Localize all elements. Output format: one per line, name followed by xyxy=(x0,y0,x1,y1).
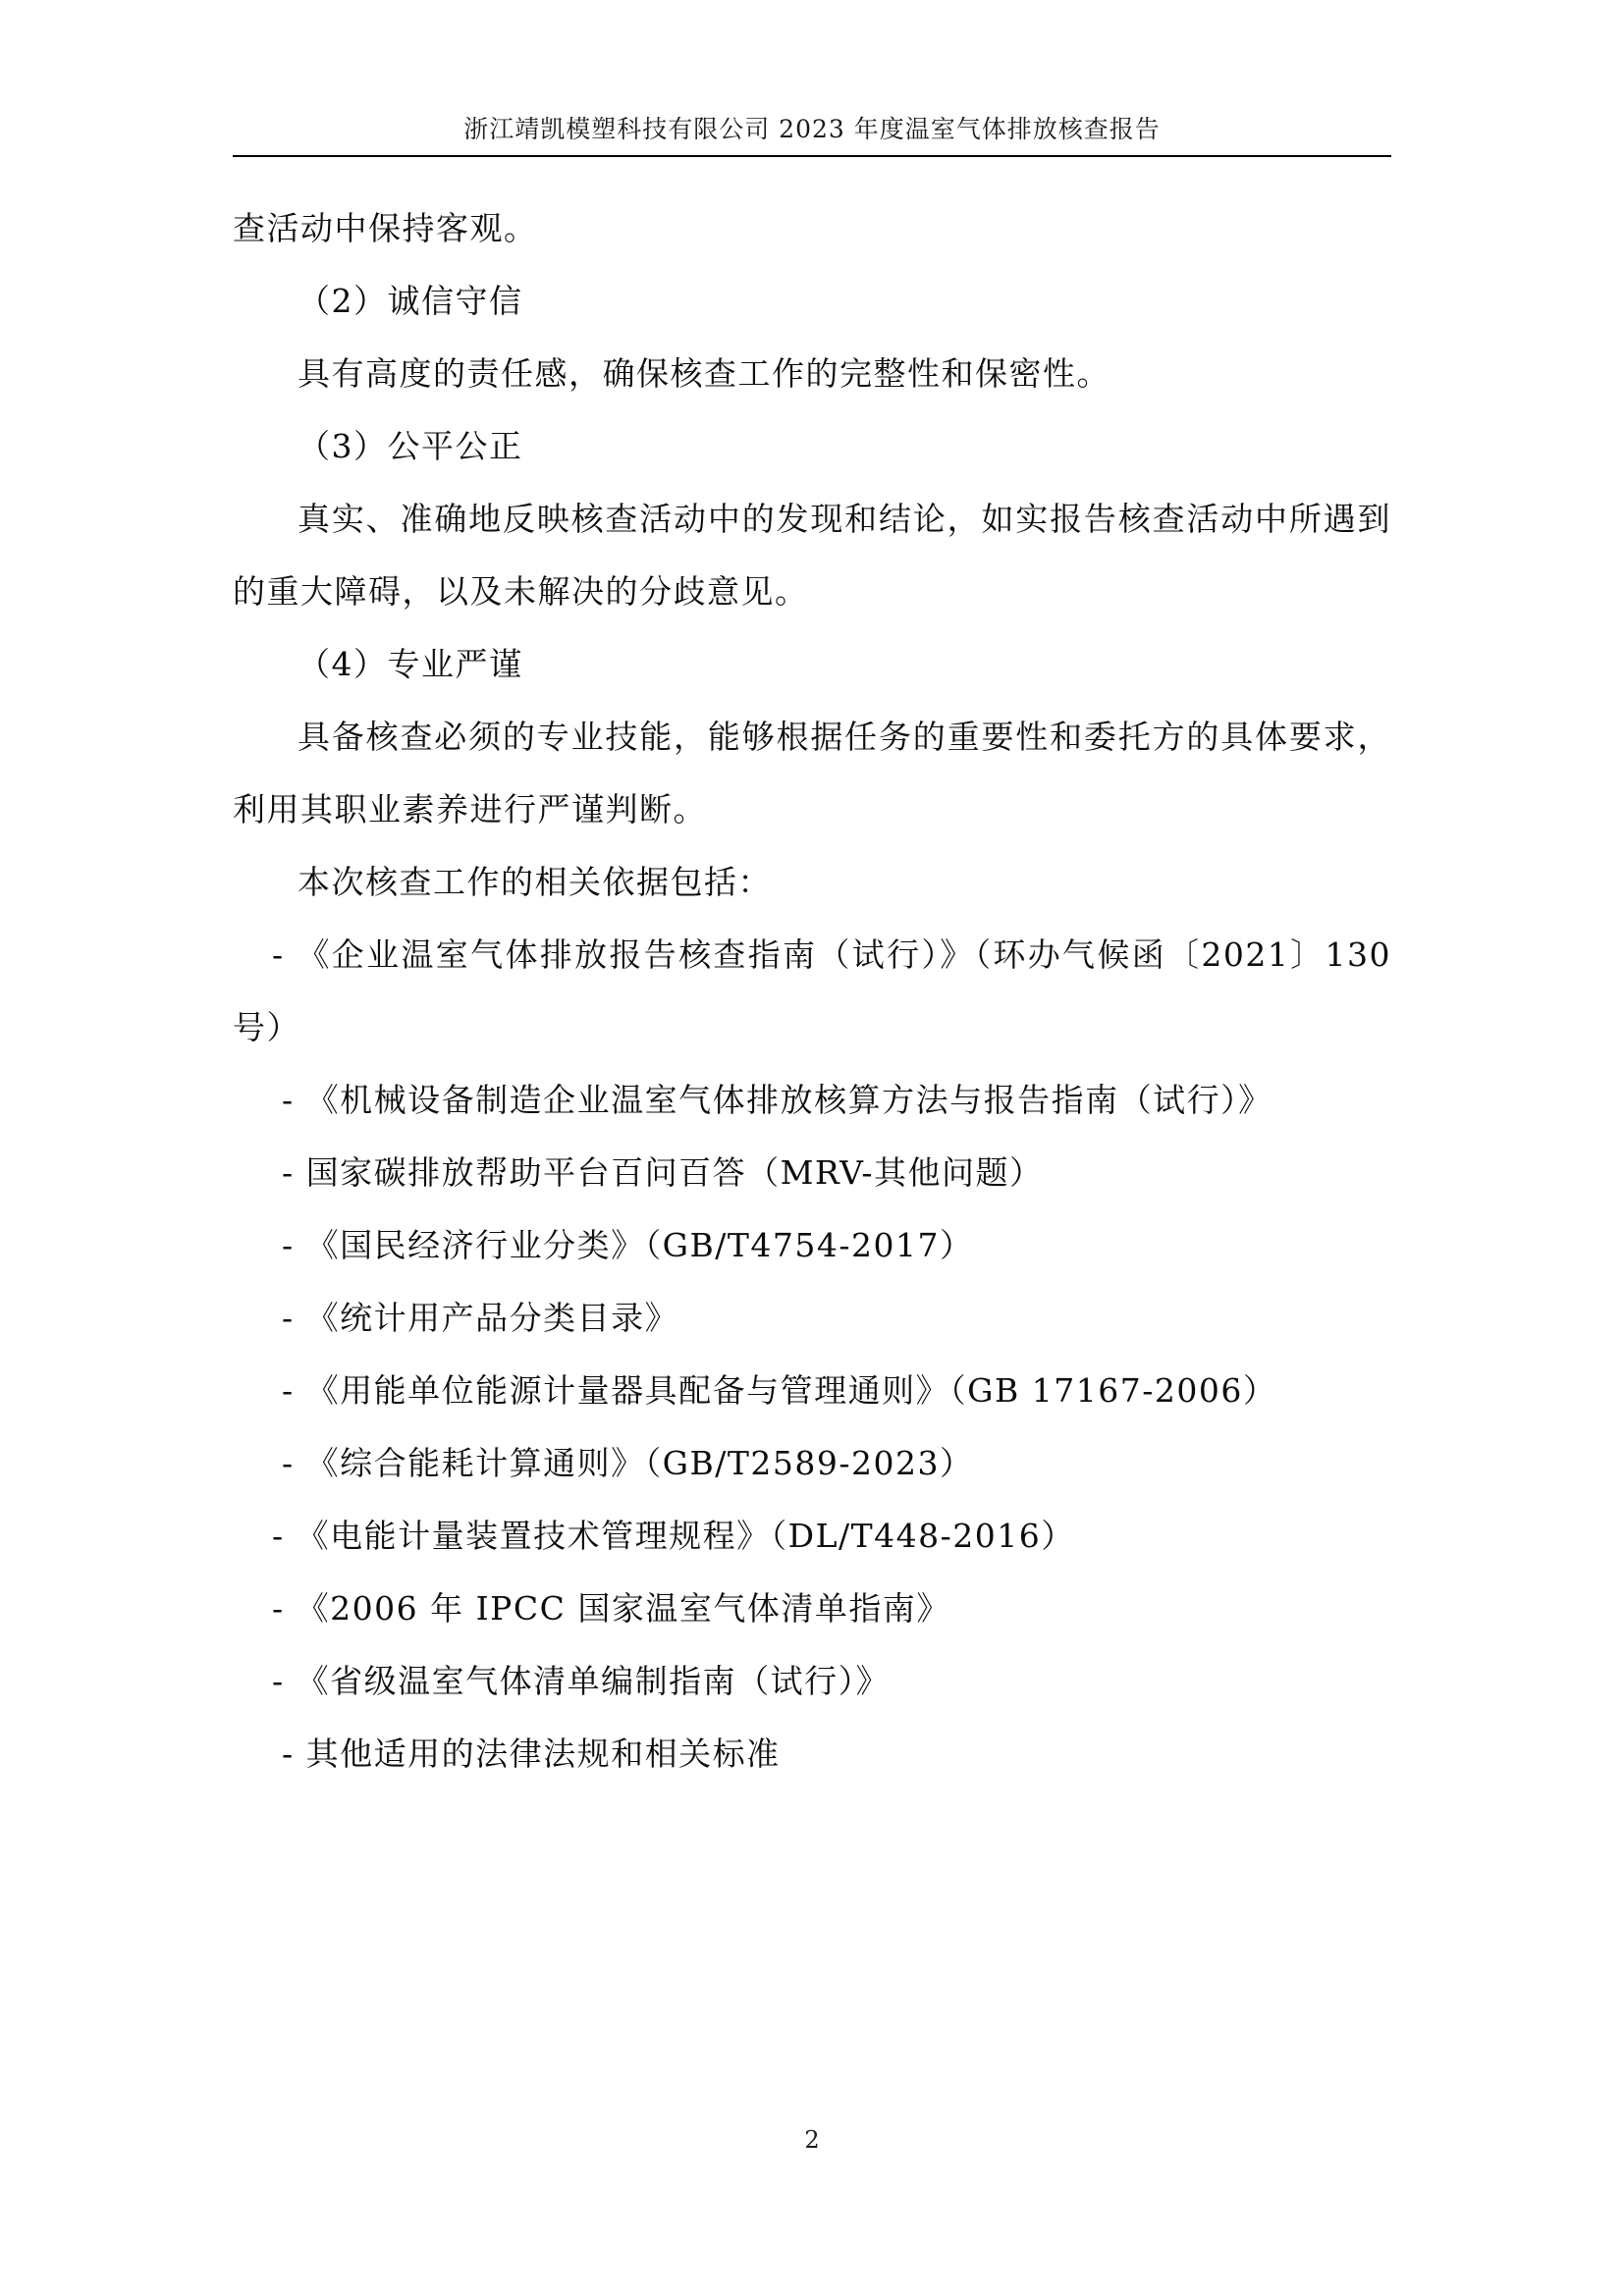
reference-item: - 《企业温室气体排放报告核查指南（试行）》（环办气候函〔2021〕130 号） xyxy=(233,935,1403,1046)
paragraph: 查活动中保持客观。 xyxy=(233,209,538,247)
reference-item: - 《综合能耗计算通则》（GB/T2589-2023） xyxy=(282,1444,974,1482)
paragraph: 真实、准确地反映核查活动中的发现和结论，如实报告核查活动中所遇到的重大障碍，以及未解决的分歧意见。 xyxy=(233,500,1391,611)
paragraph: 具有高度的责任感，确保核查工作的完整性和保密性。 xyxy=(298,354,1110,393)
reference-item: - 《省级温室气体清单编制指南（试行）》 xyxy=(272,1662,891,1700)
paragraph: （4）专业严谨 xyxy=(298,645,523,683)
paragraph: 具备核查必须的专业技能，能够根据任务的重要性和委托方的具体要求，利用其职业素养进行严谨判断。 xyxy=(233,718,1391,828)
page-number: 2 xyxy=(804,2126,820,2154)
reference-item: - 《机械设备制造企业温室气体排放核算方法与报告指南（试行）》 xyxy=(282,1081,1272,1119)
header-title: 浙江靖凯模塑科技有限公司 2023 年度温室气体排放核查报告 xyxy=(463,115,1161,143)
reference-item: - 其他适用的法律法规和相关标准 xyxy=(282,1735,781,1773)
reference-item: - 《用能单位能源计量器具配备与管理通则》（GB 17167-2006） xyxy=(282,1371,1277,1410)
header-divider xyxy=(233,155,1391,157)
reference-item: - 《统计用产品分类目录》 xyxy=(282,1299,679,1337)
paragraph: （2）诚信守信 xyxy=(298,282,523,320)
document-body xyxy=(233,192,1403,1790)
page-footer xyxy=(0,2126,1624,2154)
reference-item: - 《国民经济行业分类》（GB/T4754-2017） xyxy=(282,1226,974,1264)
page-header xyxy=(0,110,1624,145)
paragraph: 本次核查工作的相关依据包括： xyxy=(298,863,772,901)
paragraph: （3）公平公正 xyxy=(298,427,523,465)
reference-item: - 《电能计量装置技术管理规程》（DL/T448-2016） xyxy=(272,1517,1075,1555)
reference-item: - 国家碳排放帮助平台百问百答（MRV-其他问题） xyxy=(282,1153,1044,1192)
reference-item: - 《2006 年 IPCC 国家温室气体清单指南》 xyxy=(272,1589,950,1628)
